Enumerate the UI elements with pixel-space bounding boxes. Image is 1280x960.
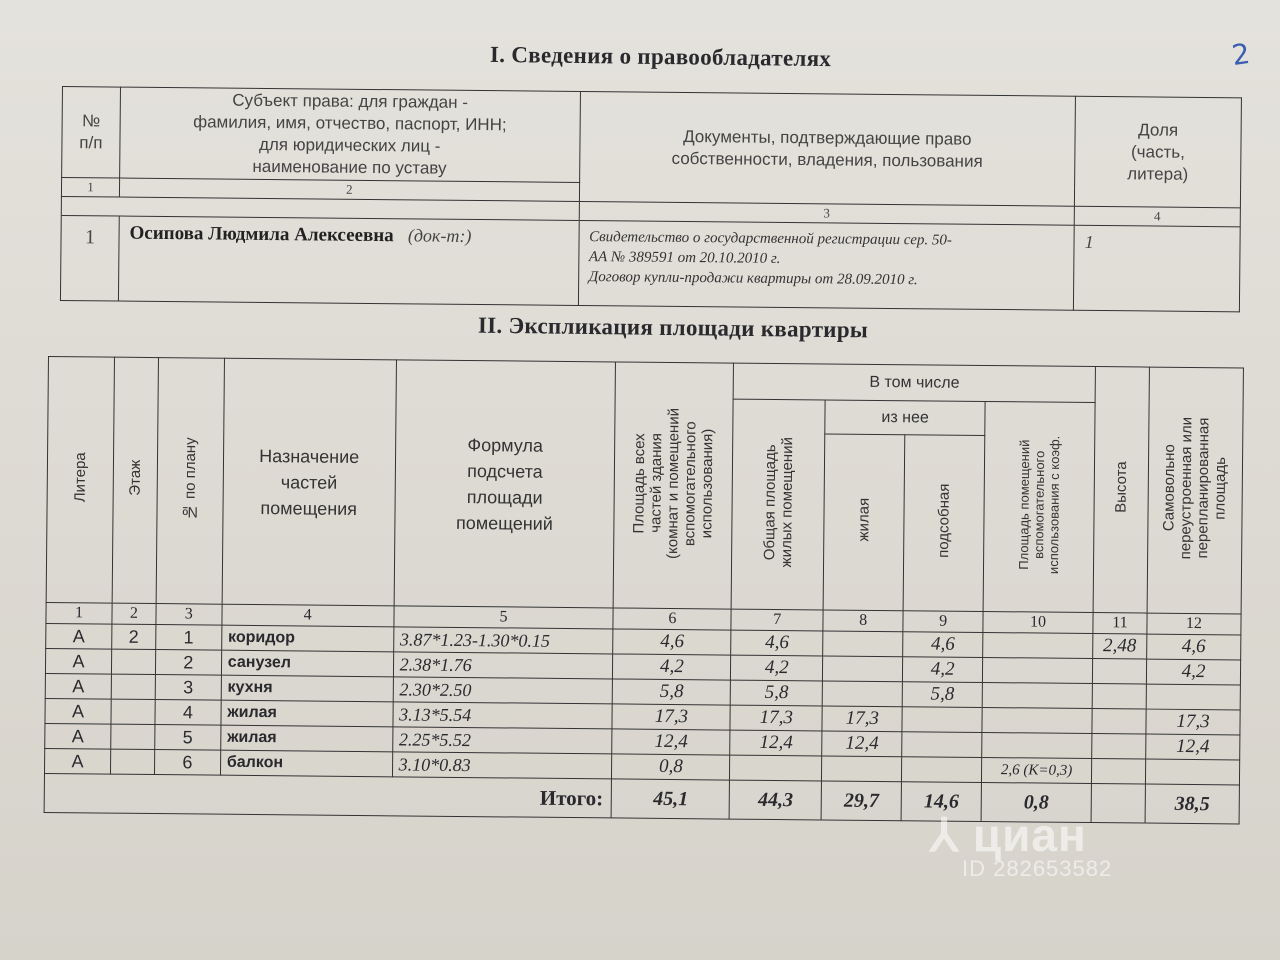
- header-litera: Литера: [46, 357, 114, 604]
- cell-name: санузел: [221, 650, 393, 677]
- cell-litera: А: [45, 723, 111, 749]
- header-docs: Документы, подтверждающие право собственности, владения, пользования: [579, 91, 1076, 206]
- header-area-all: Площадь всех частей здания (комнат и помещений вспомогательного использования): [614, 362, 734, 609]
- cell-name: жилая: [221, 700, 393, 727]
- share-cell: 1: [1073, 225, 1240, 312]
- cell-rebuilt: 4,6: [1147, 634, 1241, 660]
- owner-row-num: 1: [60, 215, 119, 301]
- section1-title: I. Сведения о правообладателях: [489, 41, 832, 72]
- colnum-6: 6: [613, 608, 731, 630]
- listing-id: ID 282653582: [962, 856, 1113, 881]
- cell-total: 5,8: [731, 680, 823, 706]
- cell-litera: А: [45, 698, 111, 724]
- cell-area: 12,4: [612, 729, 730, 755]
- cell-name: жилая: [220, 725, 392, 752]
- header-total-living: Общая площадь жилых помещений: [731, 399, 825, 610]
- header-living: жилая: [823, 434, 905, 611]
- cell-coef: [982, 732, 1092, 758]
- header-floor: Этаж: [112, 357, 158, 603]
- header-rebuilt: Самовольно переустроенная или перепланированная площадь: [1147, 367, 1243, 614]
- cell-rebuilt: 4,2: [1146, 659, 1240, 685]
- cell-litera: А: [44, 748, 110, 774]
- cell-living: [823, 656, 903, 682]
- cell-aux: 4,6: [903, 632, 983, 658]
- cell-total: 4,2: [731, 655, 823, 681]
- cell-formula: 3.87*1.23-1.30*0.15: [393, 627, 613, 654]
- colnum-1: 1: [46, 602, 112, 624]
- cell-living: [822, 681, 902, 707]
- cell-height: [1092, 709, 1146, 735]
- cell-height: [1092, 684, 1146, 710]
- cell-total: 4,6: [731, 630, 823, 656]
- cell-name: коридор: [221, 625, 393, 652]
- cell-formula: 2.30*2.50: [393, 677, 613, 704]
- totals-aux: 14,6: [901, 782, 981, 822]
- colnum-2: 2: [112, 603, 156, 624]
- cell-floor: 2: [112, 624, 156, 649]
- cell-living: 12,4: [822, 731, 902, 757]
- cian-watermark: [930, 808, 1112, 882]
- cell-coef: 2,6 (К=0,3): [982, 757, 1092, 783]
- totals-rebuilt: 38,5: [1145, 784, 1239, 824]
- cell-total: 12,4: [730, 730, 822, 756]
- cian-logo: ⅄ циан: [930, 809, 1087, 861]
- cell-litera: А: [45, 673, 111, 699]
- cell-litera: А: [45, 648, 111, 674]
- colnum-7: 7: [731, 609, 823, 631]
- cell-no: 5: [155, 725, 221, 751]
- header-purpose: Назначение частей помещения: [222, 358, 396, 606]
- totals-coef: 0,8: [981, 782, 1091, 822]
- cell-aux: [902, 757, 982, 783]
- cell-coef: [982, 707, 1092, 733]
- cell-aux: 4,2: [903, 657, 983, 683]
- cell-floor: [111, 649, 155, 674]
- cell-area: 17,3: [612, 704, 730, 730]
- cell-no: 2: [155, 650, 221, 676]
- header-height: Высота: [1093, 367, 1149, 614]
- explication-table: [44, 356, 1244, 824]
- header-auxiliary: подсобная: [903, 435, 985, 612]
- header-share: Доля (часть, литера): [1074, 96, 1241, 208]
- cell-living: 17,3: [822, 706, 902, 732]
- colnum-8: 8: [823, 610, 903, 632]
- cell-no: 1: [156, 625, 222, 651]
- colnum-3: 3: [156, 604, 222, 626]
- owners-table: [60, 86, 1242, 312]
- colnum-10: 10: [983, 611, 1093, 633]
- docs-cell: Свидетельство о государственной регистрации сер. 50- АА № 389591 от 20.10.2010 г. Договор купли-продажи квартиры от 28.09.2010 г.: [578, 220, 1074, 310]
- cell-floor: [111, 724, 155, 749]
- colnum-2: 2: [119, 178, 579, 201]
- colnum-1: 1: [61, 178, 119, 198]
- cell-height: [1091, 759, 1145, 785]
- colnum-3: 3: [579, 201, 1075, 225]
- cell-total: [730, 755, 822, 781]
- owner-name: Осипова Людмила Алексеевна: [129, 222, 394, 247]
- colnum-9: 9: [903, 611, 983, 633]
- handwritten-page-number: 2: [1229, 36, 1253, 73]
- header-plan-no: № по плану: [156, 358, 224, 605]
- section2-title: II. Экспликация площади квартиры: [477, 312, 869, 343]
- colnum-5: 5: [394, 606, 614, 629]
- colnum-4: 4: [222, 604, 394, 627]
- header-including: В том числе: [733, 363, 1095, 402]
- cell-formula: 2.25*5.52: [392, 727, 612, 754]
- cell-no: 6: [154, 750, 220, 776]
- totals-living: 29,7: [821, 781, 901, 821]
- cell-height: 2,48: [1093, 634, 1147, 660]
- colnum-4: 4: [1074, 206, 1240, 227]
- owner-note: (док-т:): [407, 225, 472, 246]
- header-of-which: из нее: [825, 400, 985, 436]
- cell-aux: [902, 707, 982, 733]
- cell-rebuilt: 17,3: [1146, 709, 1240, 735]
- cell-formula: 3.10*0.83: [392, 752, 612, 779]
- header-formula: Формула подсчета площади помещений: [394, 360, 616, 608]
- totals-total: 44,3: [729, 780, 821, 820]
- cell-coef: [982, 682, 1092, 708]
- cell-rebuilt: [1146, 684, 1240, 710]
- cell-aux: 5,8: [902, 682, 982, 708]
- cell-area: 0,8: [612, 754, 730, 780]
- colnum-12: 12: [1147, 613, 1241, 635]
- cell-area: 5,8: [613, 679, 731, 705]
- cell-area: 4,2: [613, 654, 731, 680]
- cell-floor: [111, 674, 155, 699]
- cell-height: [1092, 659, 1146, 685]
- cell-name: балкон: [220, 750, 392, 777]
- cell-floor: [111, 699, 155, 724]
- cell-floor: [110, 749, 154, 774]
- cell-living: [822, 756, 902, 782]
- totals-label: Итого:: [44, 773, 612, 817]
- cell-no: 4: [155, 700, 221, 726]
- cell-rebuilt: [1145, 759, 1239, 785]
- cell-height: [1092, 734, 1146, 760]
- cell-total: 17,3: [730, 705, 822, 731]
- owner-cell: [118, 216, 578, 305]
- cell-coef: [983, 632, 1093, 658]
- cell-name: кухня: [221, 675, 393, 702]
- cell-living: [823, 631, 903, 657]
- header-subject: Субъект права: для граждан - фамилия, имя, отчество, паспорт, ИНН; для юридических лиц - наименование по уставу: [120, 87, 580, 182]
- header-aux-coef: Площадь помещений вспомогательного использования с коэф.: [983, 401, 1095, 612]
- cell-rebuilt: 12,4: [1146, 734, 1240, 760]
- cell-aux: [902, 732, 982, 758]
- header-num: № п/п: [62, 87, 121, 179]
- totals-area: 45,1: [612, 779, 730, 819]
- cell-formula: 2.38*1.76: [393, 652, 613, 679]
- cell-formula: 3.13*5.54: [393, 702, 613, 729]
- cell-litera: А: [46, 623, 112, 649]
- cell-area: 4,6: [613, 629, 731, 655]
- colnum-11: 11: [1093, 613, 1147, 635]
- cell-no: 3: [155, 675, 221, 701]
- cell-coef: [983, 657, 1093, 683]
